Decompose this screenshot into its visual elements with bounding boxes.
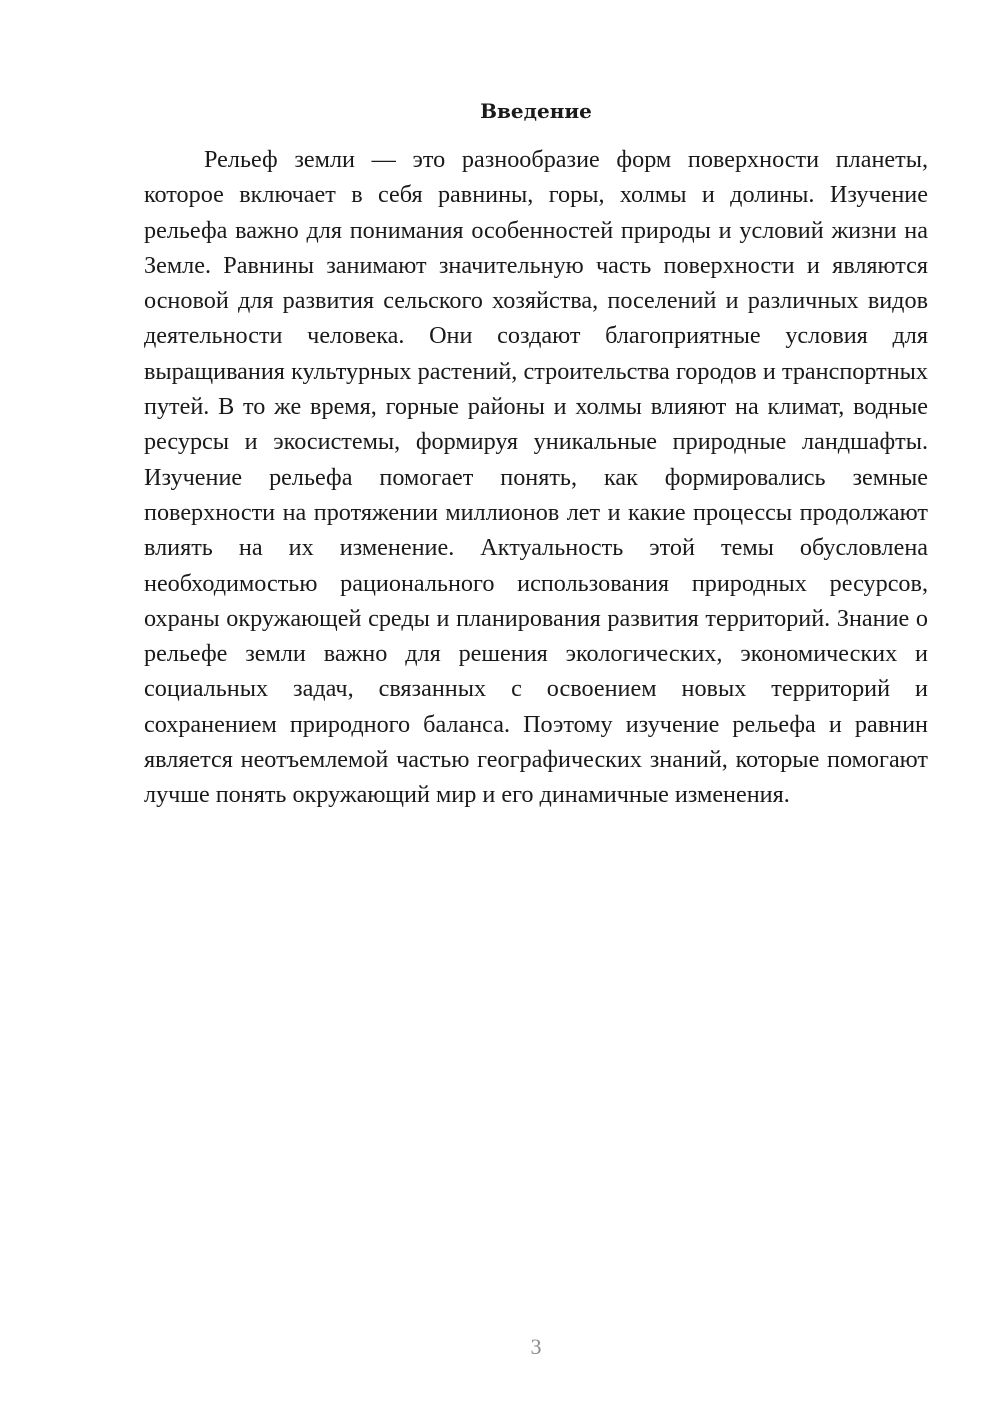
body-paragraph: Рельеф земли — это разнообразие форм поверхности планеты, которое включает в себя равнины, горы, холмы и долины. Изучение рельефа важно для понимания особенностей природы и условий жизни на Земле. Равнины занимают значительную часть поверхности и являются основой для развития сельского хозяйства, поселений и различных видов деятельности человека. Они создают благоприятные условия для выращивания культурных растений, строительства городов и транспортных путей. В то же время, горные районы и холмы влияют на климат, водные ресурсы и экосистемы, формируя уникальные природные ландшафты. Изучение рельефа помогает понять, как формировались земные поверхности на протяжении миллионов лет и какие процессы продолжают влиять на их изменение. Актуальность этой темы обусловлена необходимостью рационального использования природных ресурсов, охраны окружающей среды и планирования развития территорий. Знание о рельефе земли важно для решения экологических, экономических и социальных задач, связанных с освоением новых территорий и сохранением природного баланса. Поэтому изучение рельефа и равнин является неотъемлемой частью географических знаний, которые помогают лучше понять окружающий мир и его динамичные изменения. [144, 146, 928, 809]
section-heading: Введение [480, 99, 592, 123]
page-number: 3 [530, 1334, 542, 1359]
